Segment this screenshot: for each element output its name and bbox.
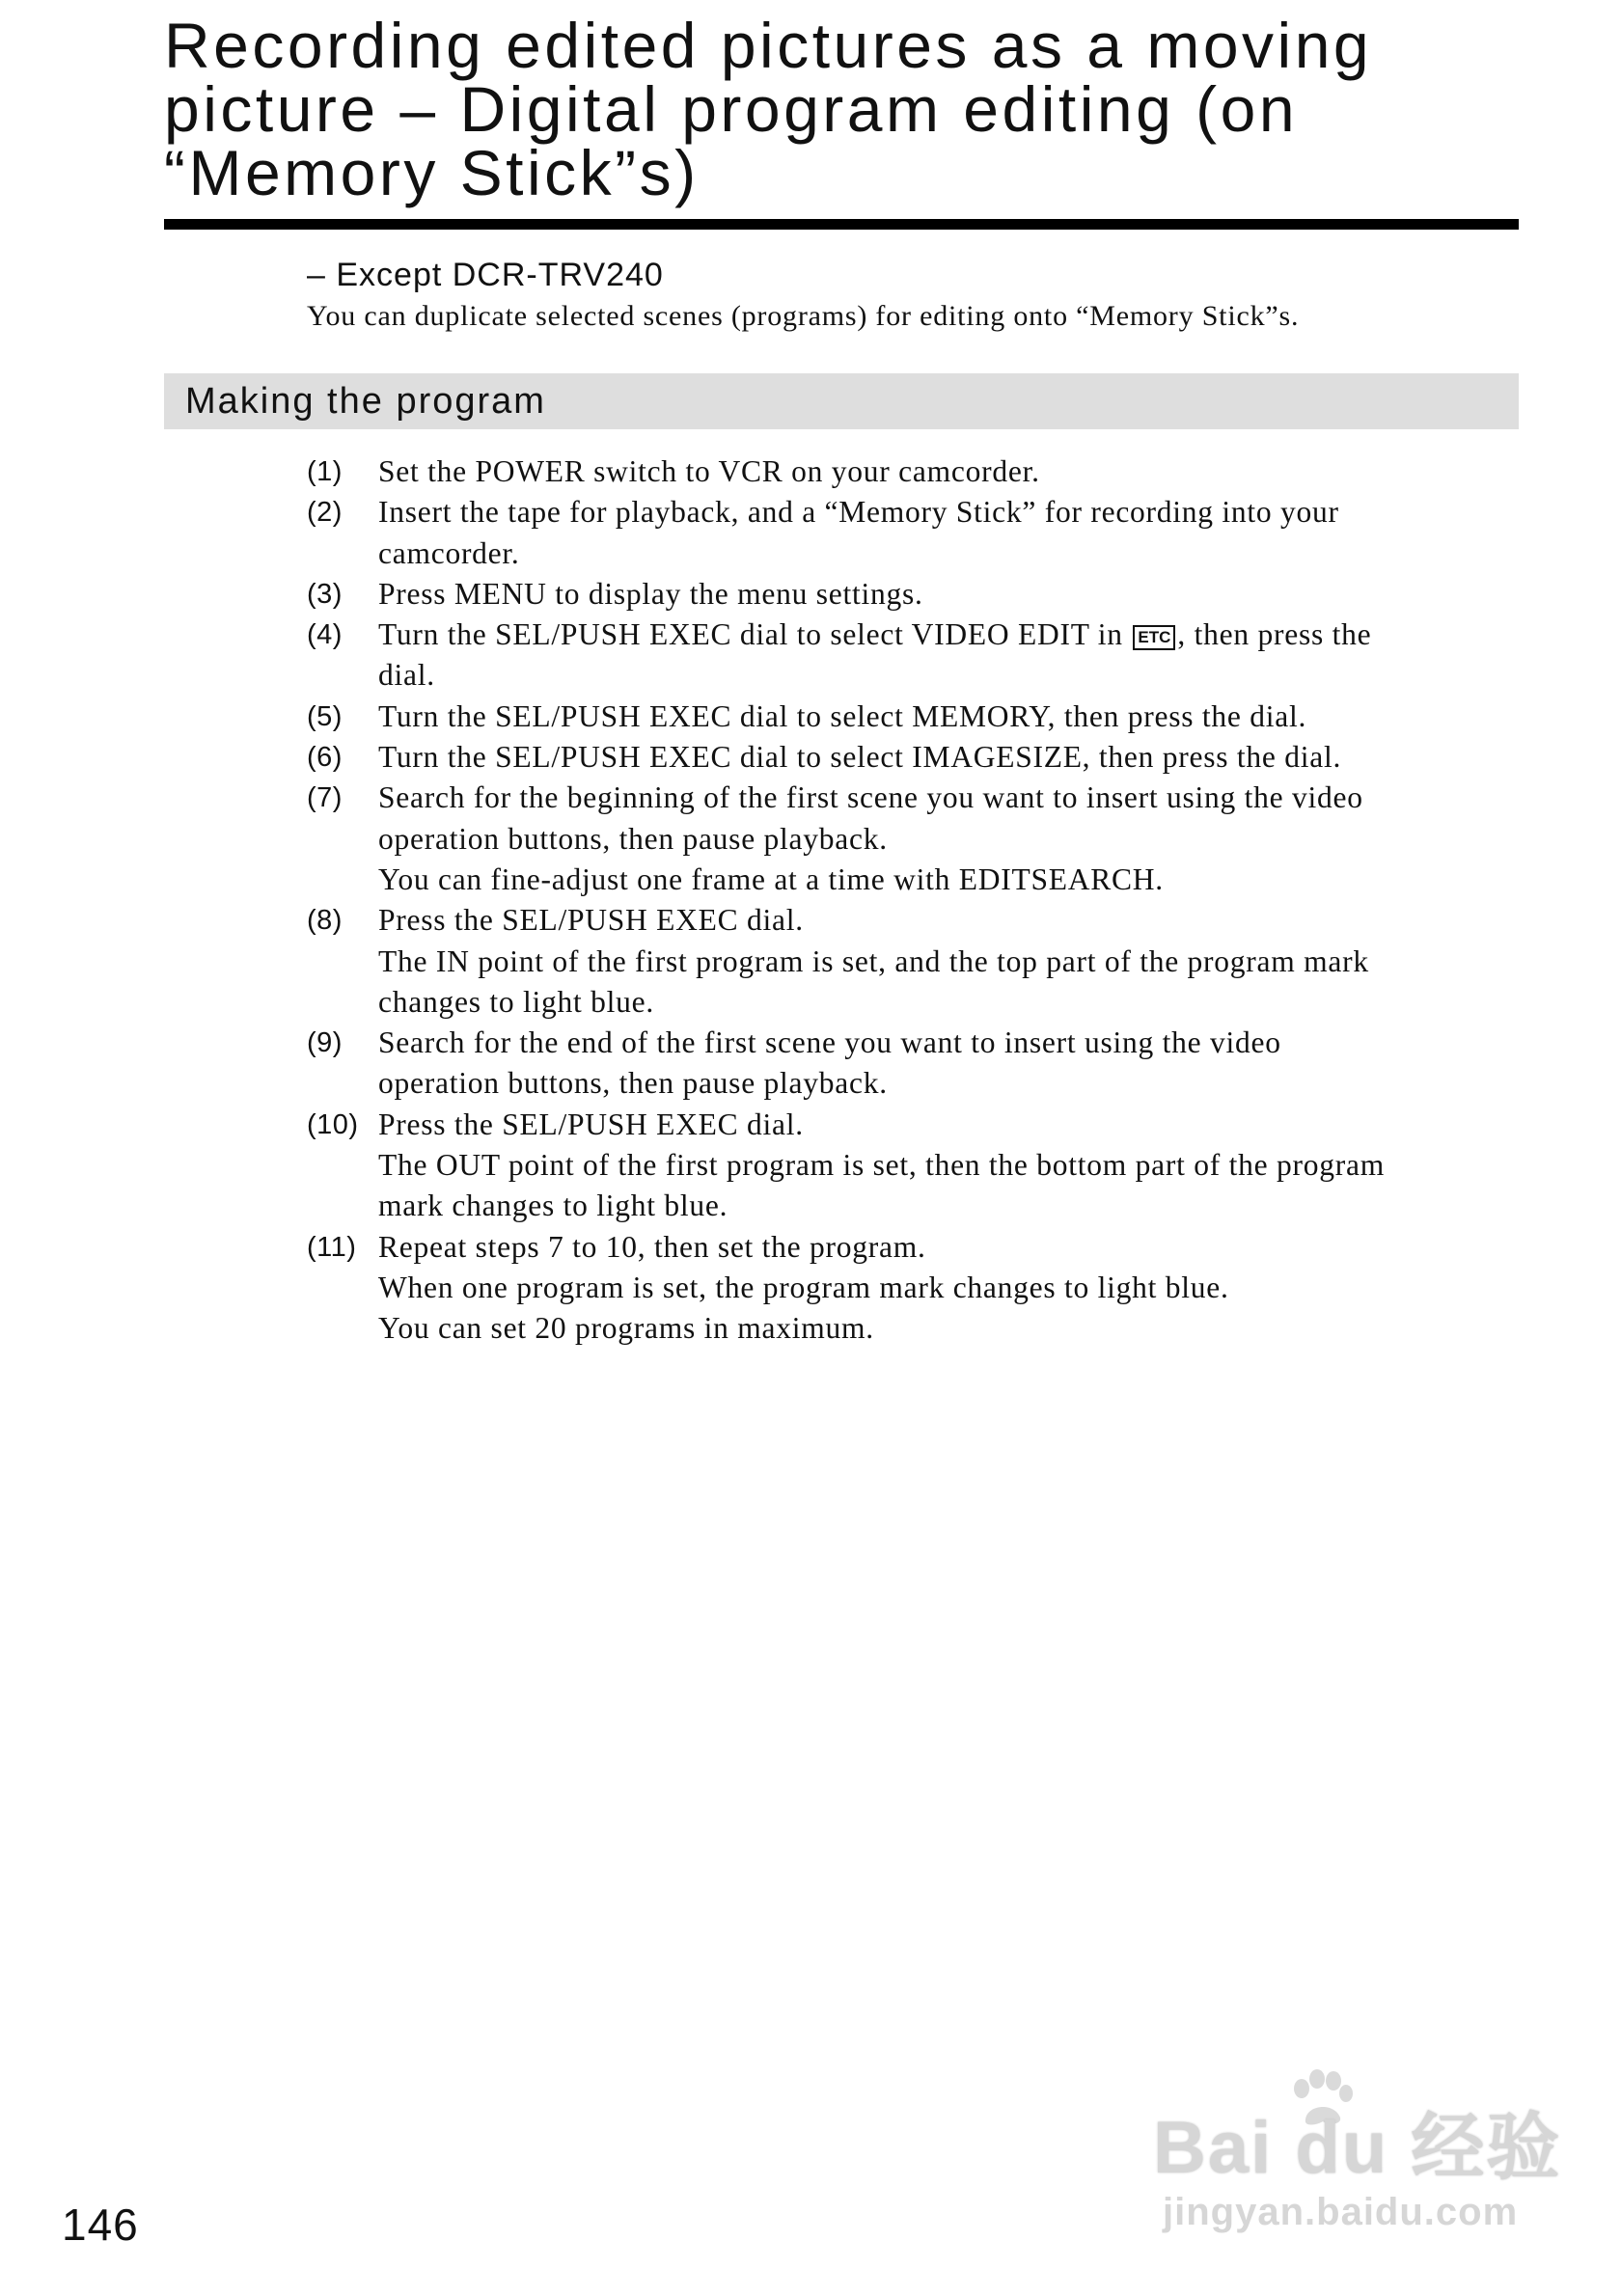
- step-text: [378, 615, 1532, 655]
- step-text: changes to light blue.: [378, 984, 654, 1019]
- step-text: When one program is set, the program mark changes to light blue.: [378, 1270, 1229, 1304]
- title-rule: [164, 219, 1519, 230]
- step-text: Search for the beginning of the first scene you want to insert using the video: [378, 780, 1363, 815]
- section-title: Making the program: [185, 381, 546, 422]
- step-text: Turn the SEL/PUSH EXEC dial to select MEMORY, then press the dial.: [378, 698, 1307, 733]
- step-text: You can fine-adjust one frame at a time with EDITSEARCH.: [378, 861, 1164, 896]
- step-number: (11): [307, 1231, 357, 1263]
- step-text: camcorder.: [378, 535, 520, 570]
- step-text: mark changes to light blue.: [378, 1189, 728, 1223]
- step-text: Insert the tape for playback, and a “Memory Stick” for recording into your: [378, 495, 1339, 530]
- step-text-after-icon: , then press the: [1177, 617, 1372, 652]
- section-header: [164, 373, 1519, 429]
- etc-menu-icon: ETC: [1133, 625, 1175, 650]
- title-line: picture – Digital program editing (on: [164, 73, 1299, 145]
- page-title: [164, 10, 1525, 208]
- step-text: Search for the end of the first scene you want to insert using the video: [378, 1025, 1281, 1060]
- step-item: [307, 615, 1532, 697]
- step-text-before-icon: Turn the SEL/PUSH EXEC dial to select VIDEO EDIT in: [378, 617, 1123, 652]
- title-line: “Memory Stick”s): [164, 137, 700, 208]
- step-item: [307, 451, 1532, 492]
- step-text: dial.: [378, 658, 435, 693]
- page-number: 146: [62, 2200, 139, 2250]
- step-text: Press MENU to display the menu settings.: [378, 576, 923, 611]
- step-item: [307, 574, 1532, 615]
- baidu-watermark: [1153, 2069, 1562, 2248]
- step-item: [307, 1023, 1532, 1105]
- step-item: [307, 778, 1532, 900]
- step-text: operation buttons, then pause playback.: [378, 1066, 888, 1101]
- step-text: operation buttons, then pause playback.: [378, 821, 888, 856]
- step-text: You can set 20 programs in maximum.: [378, 1311, 874, 1346]
- step-number: (2): [307, 497, 343, 529]
- model-exception-note: – Except DCR-TRV240: [307, 257, 664, 293]
- step-text: Press the SEL/PUSH EXEC dial.: [378, 903, 804, 938]
- step-number: (8): [307, 905, 343, 937]
- step-list: [307, 451, 1532, 1350]
- step-text: The OUT point of the first program is set, then the bottom part of the program: [378, 1148, 1385, 1183]
- step-number: (5): [307, 700, 343, 732]
- step-text: Turn the SEL/PUSH EXEC dial to select IMAGESIZE, then press the dial.: [378, 740, 1342, 775]
- step-text: The IN point of the first program is set, and the top part of the program mark: [378, 943, 1369, 978]
- title-line: Recording edited pictures as a moving: [164, 10, 1373, 81]
- step-item: [307, 900, 1532, 1023]
- watermark-brand: Bai du 经验: [1153, 2107, 1562, 2189]
- step-text: Press the SEL/PUSH EXEC dial.: [378, 1107, 804, 1141]
- step-text: Repeat steps 7 to 10, then set the program.: [378, 1229, 926, 1264]
- step-item: [307, 737, 1532, 778]
- step-number: (7): [307, 782, 343, 814]
- intro-text: You can duplicate selected scenes (programs) for editing onto “Memory Stick”s.: [307, 300, 1300, 332]
- step-number: (1): [307, 456, 343, 487]
- step-number: (3): [307, 578, 343, 610]
- step-item: [307, 492, 1532, 574]
- step-item: [307, 697, 1532, 737]
- step-text: Set the POWER switch to VCR on your camcorder.: [378, 454, 1040, 488]
- step-number: (9): [307, 1027, 343, 1059]
- step-item: [307, 1105, 1532, 1227]
- step-number: (6): [307, 742, 343, 774]
- step-number: (10): [307, 1108, 359, 1140]
- step-item: [307, 1227, 1532, 1350]
- step-number: (4): [307, 619, 343, 651]
- watermark-url: jingyan.baidu.com: [1163, 2191, 1519, 2233]
